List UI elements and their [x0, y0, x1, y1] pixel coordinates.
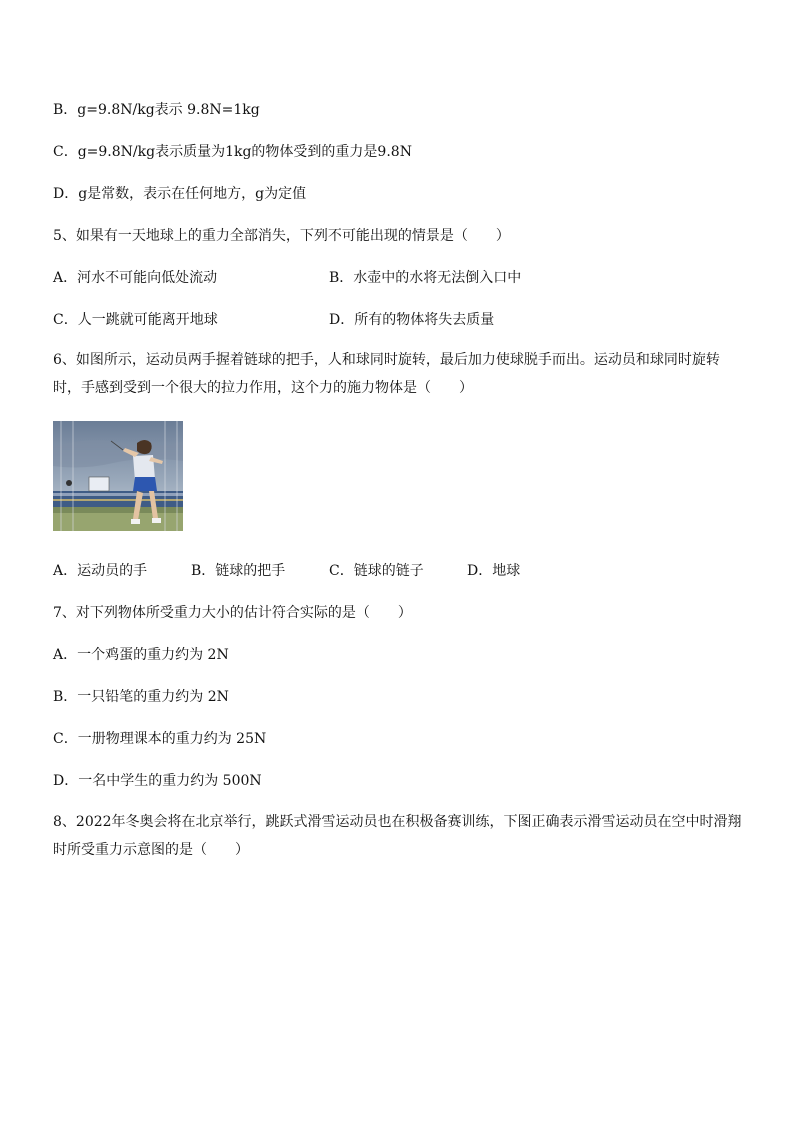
- q7-option-b: B．一只铅笔的重力约为 2N: [53, 689, 229, 705]
- q4-option-d: D．g是常数，表示在任何地方，g为定值: [53, 186, 307, 202]
- q5-option-d: D．所有的物体将失去质量: [329, 312, 495, 328]
- q8-stem: 8、2022年冬奥会将在北京举行，跳跃式滑雪运动员也在积极备赛训练，下图正确表示滑雪运动员在空中时滑翔时所受重力示意图的是（ ）: [53, 814, 742, 858]
- q7-option-a: A．一个鸡蛋的重力约为 2N: [53, 647, 229, 663]
- q4-option-b: B．g=9.8N/kg表示 9.8N=1kg: [53, 102, 260, 118]
- q6-option-d: D．地球: [467, 563, 521, 579]
- q5-option-b: B．水壶中的水将无法倒入口中: [329, 270, 522, 286]
- q5-stem: 5、如果有一天地球上的重力全部消失，下列不可能出现的情景是（ ）: [53, 228, 510, 244]
- q6-option-c: C．链球的链子: [329, 563, 424, 579]
- q7-stem: 7、对下列物体所受重力大小的估计符合实际的是（ ）: [53, 605, 412, 621]
- q4-option-c: C．g=9.8N/kg表示质量为1kg的物体受到的重力是9.8N: [53, 144, 412, 160]
- q5-option-c: C．人一跳就可能离开地球: [53, 312, 218, 328]
- q6-stem: 6、如图所示，运动员两手握着链球的把手，人和球同时旋转，最后加力使球脱手而出。运动员和球同时旋转时，手感到受到一个很大的拉力作用，这个力的施力物体是（ ）: [53, 352, 720, 396]
- q6-option-a: A．运动员的手: [53, 563, 148, 579]
- q6-option-b: B．链球的把手: [191, 563, 286, 579]
- hammer-throw-photo: [53, 421, 183, 531]
- q5-option-a: A．河水不可能向低处流动: [53, 270, 218, 286]
- q7-option-c: C．一册物理课本的重力约为 25N: [53, 731, 267, 747]
- q7-option-d: D．一名中学生的重力约为 500N: [53, 773, 262, 789]
